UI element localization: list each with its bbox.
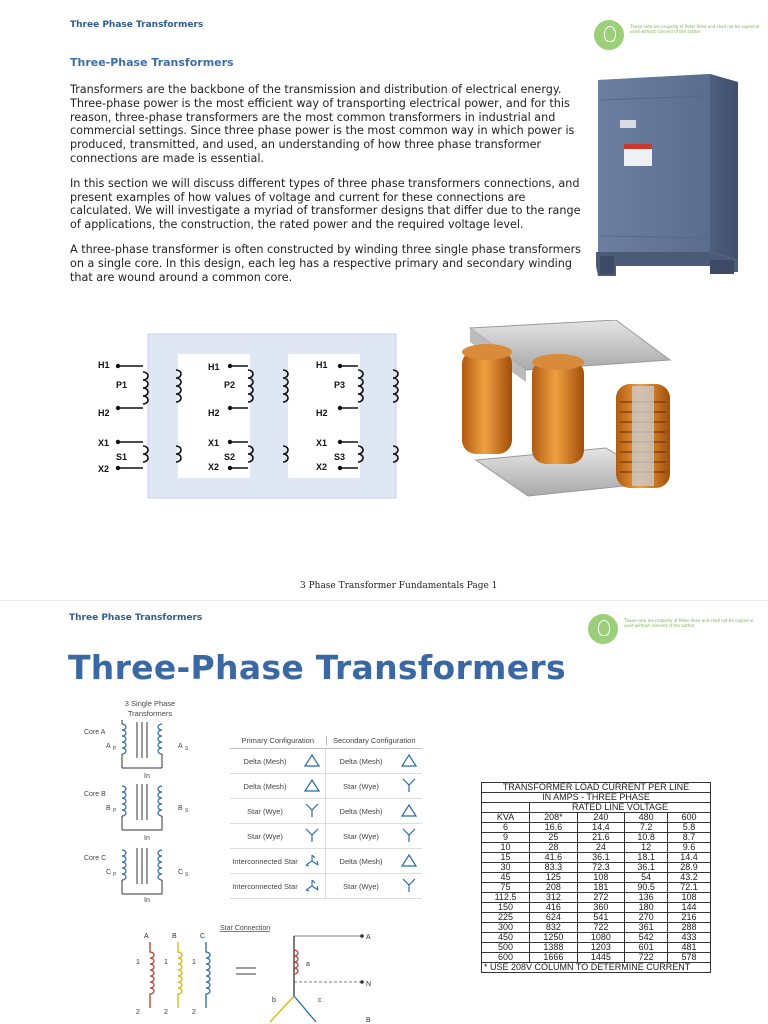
table-cell: 500	[482, 943, 530, 953]
config-row	[230, 849, 422, 874]
table-cell: 83.3	[530, 863, 578, 873]
star-label-b-right: B	[366, 1017, 371, 1024]
core-b-secondary-sub: S	[185, 808, 189, 814]
table-cell: 15	[482, 853, 530, 863]
config-row	[230, 774, 422, 799]
table-row	[482, 953, 711, 963]
star-label-a: A	[144, 933, 149, 940]
primary-config-header: Primary Configuration	[230, 736, 327, 745]
table-cell: 112.5	[482, 893, 530, 903]
paragraph-1: Transformers are the backbone of the transmission and distribution of electrical energy. Three-phase power is the most efficient way of transporting electrical power, and for this reason, three-phase transformers are the most common transformers in industrial and commercial settings. Since three phase power is the most common way in which power is produced, transmitted, and used, an understanding of how three phase transformer connections are made is essential.	[70, 83, 575, 165]
config-row	[230, 874, 422, 899]
delta-symbol-icon	[400, 802, 418, 821]
secondary-config-label: Delta (Mesh)	[339, 806, 383, 816]
table-cell: 832	[530, 923, 578, 933]
table-cell: 8.7	[668, 833, 711, 843]
table-row	[482, 863, 711, 873]
table-cell: 722	[625, 953, 668, 963]
primary-config-label: Interconnected Star	[232, 856, 298, 866]
delta-symbol-icon	[400, 752, 418, 771]
table-cell: 28.9	[668, 863, 711, 873]
table-cell: 9	[482, 833, 530, 843]
copyright-note: These note are property of Peter Shea and shall not be copied or used without consent of the author	[630, 24, 760, 34]
table-cell: 270	[625, 913, 668, 923]
table-cell: 181	[577, 883, 625, 893]
table-cell: 54	[625, 873, 668, 883]
x2-label-2: X2	[208, 462, 220, 472]
delta-symbol-icon	[400, 852, 418, 871]
primary-config-label: Delta (Mesh)	[243, 781, 287, 791]
star-label-n: N	[366, 981, 372, 988]
table-cell: 1388	[530, 943, 578, 953]
table-cell: 1666	[530, 953, 578, 963]
table-cell: 1250	[530, 933, 578, 943]
table-cell: 16.6	[530, 823, 578, 833]
x1-label-3: X1	[316, 438, 328, 448]
table-cell: 481	[668, 943, 711, 953]
table-cell: 18.1	[625, 853, 668, 863]
table-row	[482, 893, 711, 903]
paragraph-2: In this section we will discuss different types of three phase transformers connections, and present examples of how values of voltage and current for these connections are calculated. We will investigate a myriad of transformer designs that differ due to the range of applications, the construction, the rated power and the required voltage level.	[70, 176, 581, 232]
table-cell: 433	[668, 933, 711, 943]
lightbulb-logo-icon-2	[588, 614, 618, 644]
config-row	[230, 799, 422, 824]
table-row	[482, 823, 711, 833]
h2-label-2: H2	[208, 408, 220, 418]
table-cell: 578	[668, 953, 711, 963]
s2-label: S2	[224, 452, 236, 462]
table-row	[482, 913, 711, 923]
star-connection-title: Star Connection	[220, 925, 271, 932]
table-row	[482, 873, 711, 883]
table-cell: 24	[577, 843, 625, 853]
secondary-config-header: Secondary Configuration	[332, 735, 416, 745]
three-leg-core-3d-image	[456, 320, 696, 500]
core-b-primary-sub: P	[113, 808, 117, 814]
star-connection-diagram	[128, 922, 388, 1024]
h2-label-1: H2	[98, 408, 110, 418]
core-b-primary: B	[106, 805, 111, 812]
table-row	[482, 853, 711, 863]
table-cell: 208	[530, 883, 578, 893]
table-cell: 45	[482, 873, 530, 883]
primary-config-label: Interconnected Star	[232, 881, 298, 891]
core-a-in: In	[144, 773, 150, 780]
wye-symbol-icon	[400, 777, 418, 796]
s3-label: S3	[334, 452, 346, 462]
table-cell: 450	[482, 933, 530, 943]
copyright-note-2: These note are property of Peter Shea and shall not be copied or used without consent of the author	[624, 618, 754, 628]
table-row	[482, 833, 711, 843]
load-table-title2: IN AMPS - THREE PHASE	[482, 793, 711, 803]
config-row	[230, 749, 422, 774]
table-cell: 90.5	[625, 883, 668, 893]
table-cell: 10	[482, 843, 530, 853]
paragraph-3: A three-phase transformer is often constructed by winding three single phase transformers on a single core. In this design, each leg has a respective primary and secondary winding that are wound around a common core.	[70, 242, 581, 284]
page2-title: Three-Phase Transformers	[68, 648, 566, 687]
lightbulb-logo-icon	[594, 20, 624, 50]
table-cell: 30	[482, 863, 530, 873]
star-label-c: C	[200, 933, 206, 940]
core-a-primary: A	[106, 743, 111, 750]
star-label-2c: 2	[192, 1009, 196, 1016]
table-cell: 41.6	[530, 853, 578, 863]
table-cell: 600	[482, 953, 530, 963]
table-cell: 216	[668, 913, 711, 923]
core-b-label: Core B	[84, 791, 106, 798]
star-label-2b: 2	[164, 1009, 168, 1016]
star-label-1: 1	[136, 959, 140, 966]
page-divider	[0, 600, 768, 601]
star-label-1c: 1	[192, 959, 196, 966]
table-cell: 1203	[577, 943, 625, 953]
table-cell: 21.6	[577, 833, 625, 843]
star-label-2: 2	[136, 1009, 140, 1016]
table-cell: 108	[577, 873, 625, 883]
core-c-label: Core C	[84, 855, 107, 862]
x2-label-1: X2	[98, 464, 110, 474]
core-a-secondary: A	[178, 743, 183, 750]
table-cell: 36.1	[625, 863, 668, 873]
core-a-secondary-sub: S	[185, 746, 189, 752]
wye-symbol-icon	[303, 802, 321, 821]
three-phase-core-schematic	[88, 330, 408, 502]
table-cell: 72.3	[577, 863, 625, 873]
table-cell: 722	[577, 923, 625, 933]
load-table-column-header: 600	[668, 813, 711, 823]
table-cell: 10.8	[625, 833, 668, 843]
load-table-title1: TRANSFORMER LOAD CURRENT PER LINE	[482, 783, 711, 793]
table-cell: 360	[577, 903, 625, 913]
table-cell: 14.4	[577, 823, 625, 833]
table-cell: 416	[530, 903, 578, 913]
table-cell: 225	[482, 913, 530, 923]
star-label-a-right: A	[366, 934, 371, 941]
core-c-secondary: C	[178, 869, 184, 876]
page2-header: Three Phase Transformers	[69, 613, 203, 623]
table-cell: 150	[482, 903, 530, 913]
table-cell: 36.1	[577, 853, 625, 863]
page-footer: 3 Phase Transformer Fundamentals Page 1	[300, 581, 498, 591]
s1-label: S1	[116, 452, 128, 462]
table-row	[482, 883, 711, 893]
table-row	[482, 843, 711, 853]
table-cell: 9.6	[668, 843, 711, 853]
core-b-secondary: B	[178, 805, 183, 812]
load-table-note: * USE 208V COLUMN TO DETERMINE CURRENT	[482, 963, 711, 973]
primary-config-label: Star (Wye)	[247, 831, 283, 841]
star-label-lb: b	[272, 997, 276, 1004]
intro-text	[70, 83, 590, 295]
rated-voltage-header: RATED LINE VOLTAGE	[530, 803, 711, 813]
table-cell: 14.4	[668, 853, 711, 863]
table-cell: 125	[530, 873, 578, 883]
table-cell: 12	[625, 843, 668, 853]
load-table-column-header: 240	[577, 813, 625, 823]
p2-label: P2	[224, 380, 236, 390]
table-row	[482, 903, 711, 913]
x1-label-1: X1	[98, 438, 110, 448]
h1-label-2: H1	[208, 362, 220, 372]
table-row	[482, 923, 711, 933]
core-c-secondary-sub: S	[185, 872, 189, 878]
secondary-config-label: Delta (Mesh)	[339, 756, 383, 766]
table-cell: 300	[482, 923, 530, 933]
core-c-primary: C	[106, 869, 112, 876]
single-phase-title: 3 Single Phase Transformers	[124, 699, 176, 718]
p1-label: P1	[116, 380, 128, 390]
star-label-1b: 1	[164, 959, 168, 966]
table-cell: 72.1	[668, 883, 711, 893]
single-phase-cores-diagram	[82, 718, 202, 908]
secondary-config-label: Star (Wye)	[343, 781, 379, 791]
h2-label-3: H2	[316, 408, 328, 418]
wye-symbol-icon	[400, 877, 418, 896]
primary-config-label: Star (Wye)	[247, 806, 283, 816]
table-cell: 28	[530, 843, 578, 853]
star-label-lc: c	[318, 997, 322, 1004]
p3-label: P3	[334, 380, 346, 390]
primary-config-label: Delta (Mesh)	[243, 756, 287, 766]
table-cell: 136	[625, 893, 668, 903]
zig-symbol-icon	[303, 877, 321, 896]
table-row	[482, 943, 711, 953]
load-table-column-header: 208*	[530, 813, 578, 823]
zig-symbol-icon	[303, 852, 321, 871]
h1-label-3: H1	[316, 360, 328, 370]
star-label-la: a	[306, 961, 310, 968]
table-cell: 6	[482, 823, 530, 833]
core-c-primary-sub: P	[113, 872, 117, 878]
delta-symbol-icon	[303, 752, 321, 771]
wye-symbol-icon	[400, 827, 418, 846]
core-a-primary-sub: P	[113, 746, 117, 752]
table-cell: 361	[625, 923, 668, 933]
table-cell: 288	[668, 923, 711, 933]
h1-label-1: H1	[98, 360, 110, 370]
delta-symbol-icon	[303, 777, 321, 796]
table-cell: 541	[577, 913, 625, 923]
config-row	[230, 824, 422, 849]
table-cell: 43.2	[668, 873, 711, 883]
load-current-table	[481, 782, 711, 973]
x1-label-2: X1	[208, 438, 220, 448]
table-row	[482, 933, 711, 943]
table-cell: 624	[530, 913, 578, 923]
x2-label-3: X2	[316, 462, 328, 472]
secondary-config-label: Delta (Mesh)	[339, 856, 383, 866]
page-header: Three Phase Transformers	[70, 20, 204, 30]
secondary-config-label: Star (Wye)	[343, 831, 379, 841]
transformer-cabinet-image	[592, 70, 744, 280]
table-cell: 5.8	[668, 823, 711, 833]
star-label-b: B	[172, 933, 177, 940]
table-cell: 272	[577, 893, 625, 903]
table-cell: 108	[668, 893, 711, 903]
table-cell: 601	[625, 943, 668, 953]
core-c-in: In	[144, 897, 150, 904]
table-cell: 25	[530, 833, 578, 843]
core-b-in: In	[144, 835, 150, 842]
configuration-table	[230, 732, 422, 899]
table-cell: 75	[482, 883, 530, 893]
table-cell: 144	[668, 903, 711, 913]
table-cell: 180	[625, 903, 668, 913]
table-cell: 1080	[577, 933, 625, 943]
wye-symbol-icon	[303, 827, 321, 846]
load-table-column-header: 480	[625, 813, 668, 823]
table-cell: 7.2	[625, 823, 668, 833]
table-cell: 1445	[577, 953, 625, 963]
secondary-config-label: Star (Wye)	[343, 881, 379, 891]
load-table-column-header: KVA	[482, 813, 530, 823]
core-a-label: Core A	[84, 729, 106, 736]
section-heading: Three-Phase Transformers	[70, 56, 234, 69]
table-cell: 542	[625, 933, 668, 943]
table-cell: 312	[530, 893, 578, 903]
